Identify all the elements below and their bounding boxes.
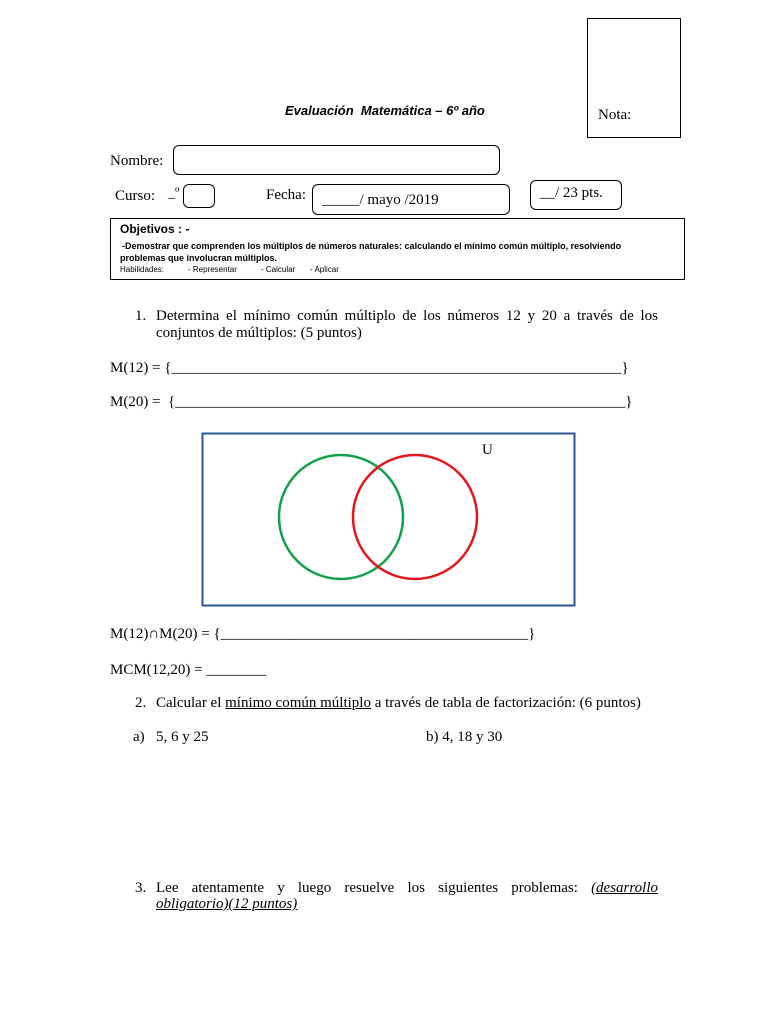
intersection-set[interactable]: M(12)∩M(20) = {_________________________________________} [110, 626, 536, 642]
curso-label: Curso: [115, 188, 156, 204]
q2-text [156, 695, 641, 712]
curso-field[interactable] [183, 184, 215, 208]
q2-number: 2. [135, 695, 147, 711]
q1-number: 1. [135, 308, 147, 324]
venn-universe-label: U [482, 442, 493, 458]
habilidades-label: Habilidades: [120, 265, 165, 274]
q1-text-line2: conjuntos de múltiplos: (5 puntos) [156, 325, 362, 341]
q3-number: 3. [135, 880, 147, 896]
q3-emph-1: (desarrollo [591, 880, 659, 896]
nota-label: Nota: [598, 107, 632, 123]
m12-set[interactable]: M(12) = {____________________________________________________________} [110, 360, 629, 376]
curso-prefix: _º [168, 186, 180, 201]
objetivos-text-1: -Demostrar que comprenden los múltiplos de números naturales: calculando el mínimo común múltiplo, resolviendo [122, 241, 622, 251]
q2a-label: a) [133, 729, 145, 745]
q3-text: Lee atentamente y luego resuelve los siguientes problemas: [156, 880, 578, 896]
venn-universe-frame [203, 434, 575, 606]
page-title: Evaluación Matemática – 6º año [285, 103, 485, 118]
nombre-field[interactable] [173, 145, 500, 175]
q2-text-suffix: a través de tabla de factorización: (6 puntos) [370, 695, 641, 711]
objetivos-text-2: problemas que involucran múltiplos. [120, 253, 278, 263]
objetivos-title: Objetivos : - [120, 222, 190, 236]
q3-emph-2: obligatorio)(12 puntos) [156, 896, 298, 912]
q3-text-line1 [156, 880, 658, 897]
fecha-value: _____/ mayo /2019 [322, 192, 439, 208]
m20-set[interactable]: M(20) = {____________________________________________________________} [110, 394, 633, 410]
venn-circle-green [279, 455, 403, 579]
q1-text-line1: Determina el mínimo común múltiplo de los números 12 y 20 a través de los [156, 308, 658, 324]
q2-text-underlined: mínimo común múltiplo [225, 695, 371, 711]
mcm-answer[interactable]: MCM(12,20) = ________ [110, 662, 267, 678]
q2a-text: 5, 6 y 25 [156, 729, 209, 745]
q2b-text: b) 4, 18 y 30 [426, 729, 503, 745]
nombre-label: Nombre: [110, 153, 164, 169]
q2-text-prefix: Calcular el [156, 695, 226, 711]
skill-calcular: - Calcular [261, 265, 296, 274]
venn-diagram [201, 432, 577, 608]
score-text: __/ 23 pts. [540, 185, 603, 201]
venn-circle-red [353, 455, 477, 579]
skill-representar: - Representar [188, 265, 237, 274]
fecha-label: Fecha: [266, 187, 306, 203]
skill-aplicar: - Aplicar [310, 265, 339, 274]
